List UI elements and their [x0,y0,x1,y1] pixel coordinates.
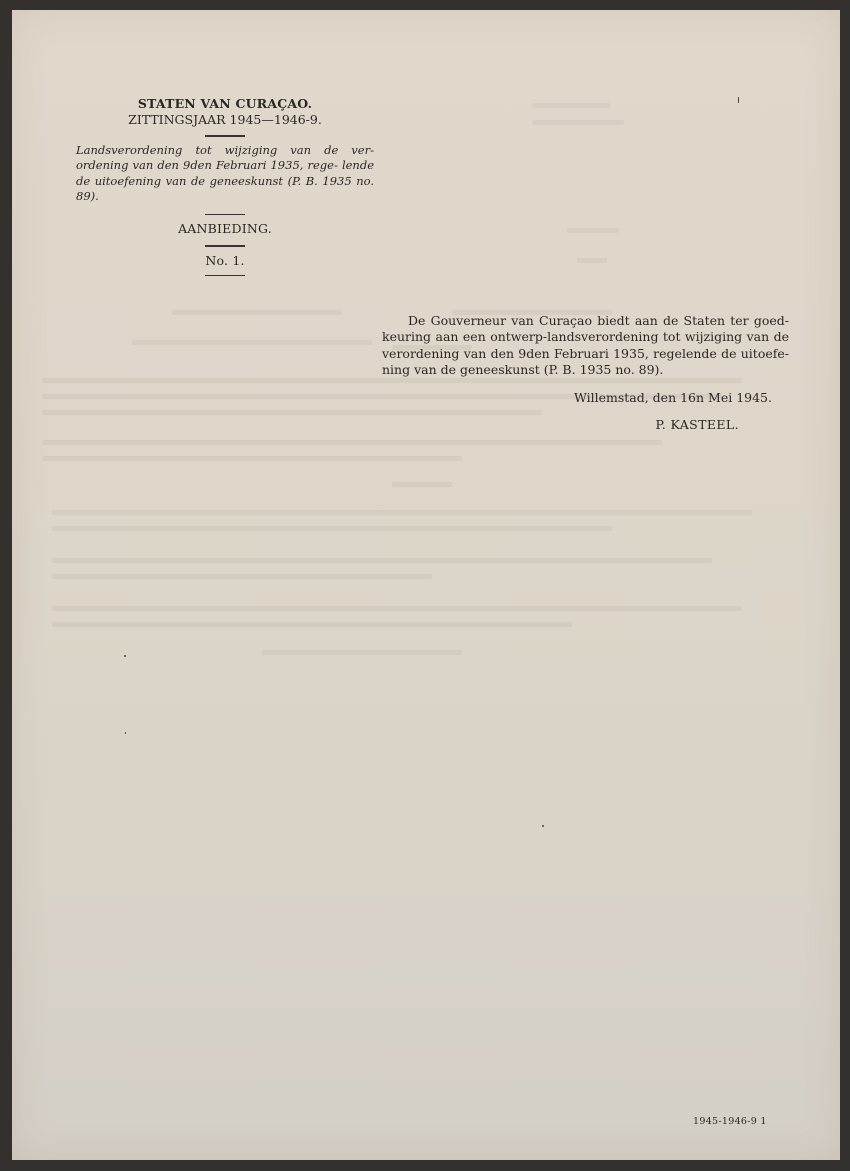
ordinance-title-line: ordening van den 9den Februari 1935, rege- [76,158,338,172]
show-through-mark [52,510,752,515]
show-through-mark [42,440,662,445]
show-through-mark [52,606,742,611]
show-through-mark [532,120,624,125]
ordinance-title-line: lende de uitoefening van de geneeskunst (P. [76,158,374,188]
show-through-mark [262,650,462,655]
dust-speck [542,825,544,827]
place-date: Willemstad, den 16n Mei 1945. [573,390,772,406]
offer-line: ning van de geneeskunst (P. B. 1935 no. 89). [382,361,664,377]
show-through-mark [52,526,612,531]
offer-line: De Gouverneur van Curaçao biedt aan de Staten ter goed- [408,313,789,328]
signature-name: P. KASTEEL. [655,417,739,433]
offer-line: verordening van den 9den Februari 1935, regelende de uitoefe- [382,345,789,361]
session-year: ZITTINGSJAAR 1945—1946-9. [128,112,322,127]
show-through-mark [52,574,432,579]
header-block [76,96,374,282]
offer-paragraph [382,313,789,378]
ordinance-title-line: Landsverordening tot wijziging van de ver- [76,142,374,157]
divider-rule [205,214,245,216]
assembly-heading: STATEN VAN CURAÇAO. [137,96,313,111]
show-through-mark [392,482,452,487]
letter-block [382,313,789,433]
show-through-mark [52,558,712,563]
show-through-mark [52,622,572,627]
ordinance-title-line: B. 1935 no. 89). [76,173,375,203]
dust-speck [125,732,126,734]
ordinance-title [76,143,374,205]
dust-speck [738,97,739,103]
number-label: No. 1. [205,252,245,268]
show-through-mark [42,456,462,461]
dust-speck [124,655,126,657]
offer-line: keuring aan een ontwerp-landsverordening tot wijziging van de [382,329,789,345]
show-through-mark [172,310,342,315]
show-through-mark [532,103,610,108]
show-through-mark [567,228,619,233]
divider-rule [205,275,245,277]
section-label: AANBIEDING. [178,221,272,236]
show-through-mark [132,340,372,345]
divider-rule [205,135,245,137]
document-code: 1945-1946-9 1 [693,1116,767,1127]
divider-rule [205,245,245,247]
show-through-mark [577,258,607,263]
